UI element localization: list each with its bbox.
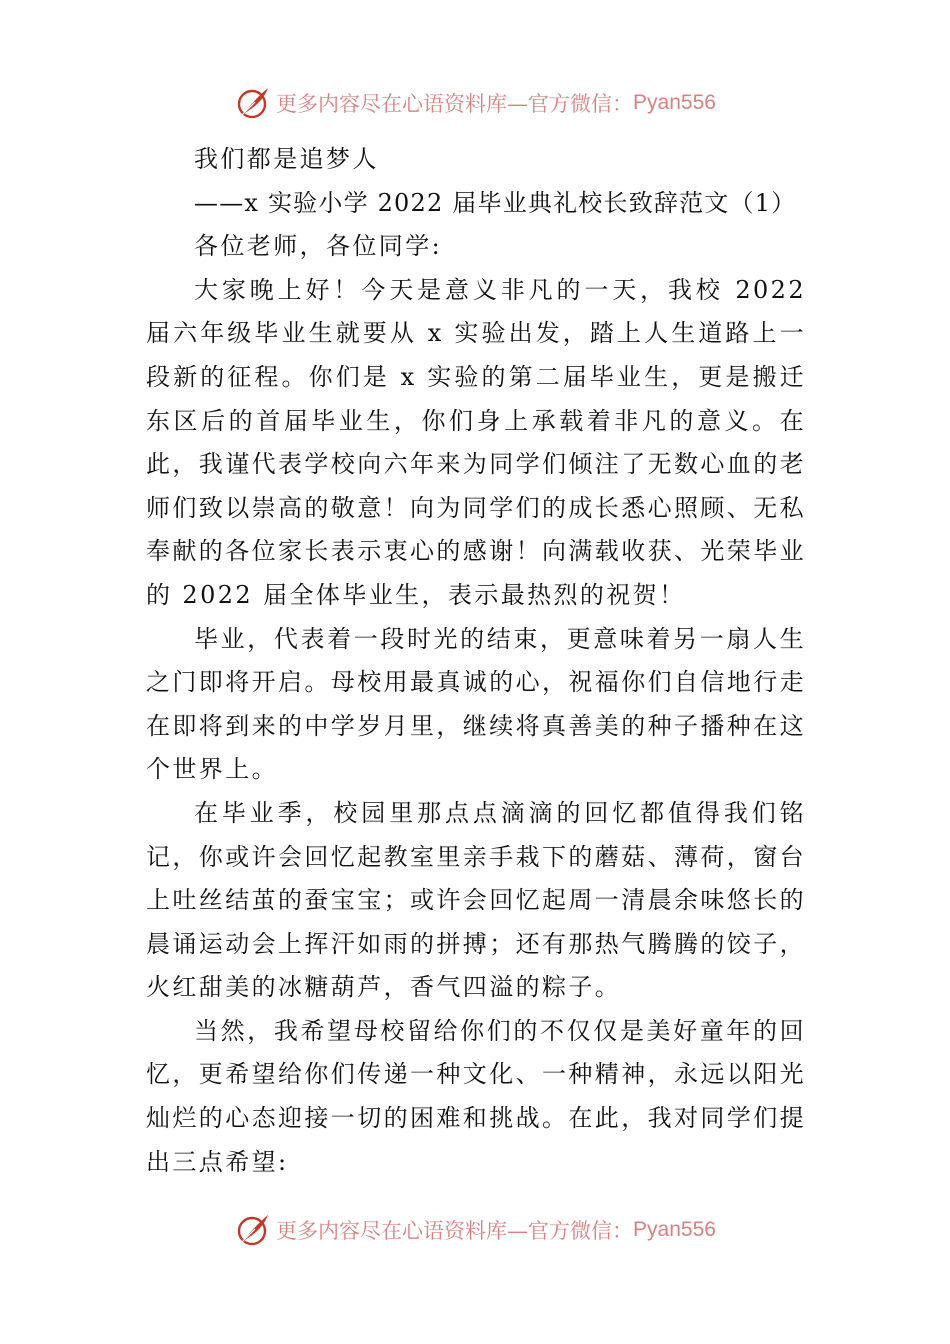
footer-banner: [0, 1208, 950, 1252]
footer-banner-text: 更多内容尽在心语资料库—官方微信：: [276, 1219, 634, 1243]
document-greeting: 各位老师，各位同学:: [194, 232, 443, 261]
document-subtitle: ——x 实验小学 2022 届毕业典礼校长致辞范文（1）: [194, 188, 797, 217]
paragraph: 大家晚上好！今天是意义非凡的一天，我校 2022 届六年级毕业生就要从 x 实验出发，踏上人生道路上一段新的征程。你们是 x 实验的第二届毕业生，更是搬迁东区后的首届毕业生，你们身上承载着非凡的意义。在此，我谨代表学校向六年来为同学们倾注了无数心血的老师们致以崇高的敬意！向为同学们的成长悉心照顾、无私奉献的各位家长表示衷心的感谢！向满载收获、光荣毕业的 2022 届全体毕业生，表示最热烈的祝贺！: [146, 275, 806, 609]
header-banner: [0, 81, 950, 125]
header-wechat-id: Pyan556: [633, 91, 716, 114]
paragraph: 在毕业季，校园里那点点滴滴的回忆都值得我们铭记，你或许会回忆起教室里亲手栽下的蘑菇、薄荷，窗台上吐丝结茧的蚕宝宝；或许会回忆起周一清晨余味悠长的晨诵运动会上挥汗如雨的拼搏；还有那热气腾腾的饺子，火红甜美的冰糖葫芦，香气四溢的粽子。: [146, 798, 806, 1002]
document-title: 我们都是追梦人: [194, 145, 379, 173]
feather-pen-logo-icon: [234, 1211, 272, 1249]
footer-wechat-id: Pyan556: [633, 1218, 716, 1241]
paragraph: 毕业，代表着一段时光的结束，更意味着另一扇人生之门即将开启。母校用最真诚的心，祝福你们自信地行走在即将到来的中学岁月里，继续将真善美的种子播种在这个世界上。: [146, 624, 806, 784]
feather-pen-logo-icon: [234, 84, 272, 122]
document-body: [146, 138, 806, 1184]
header-banner-text: 更多内容尽在心语资料库—官方微信：: [276, 92, 634, 116]
paragraph: 当然，我希望母校留给你们的不仅仅是美好童年的回忆，更希望给你们传递一种文化、一种精神，永远以阳光灿烂的心态迎接一切的困难和挑战。在此，我对同学们提出三点希望:: [146, 1016, 806, 1176]
